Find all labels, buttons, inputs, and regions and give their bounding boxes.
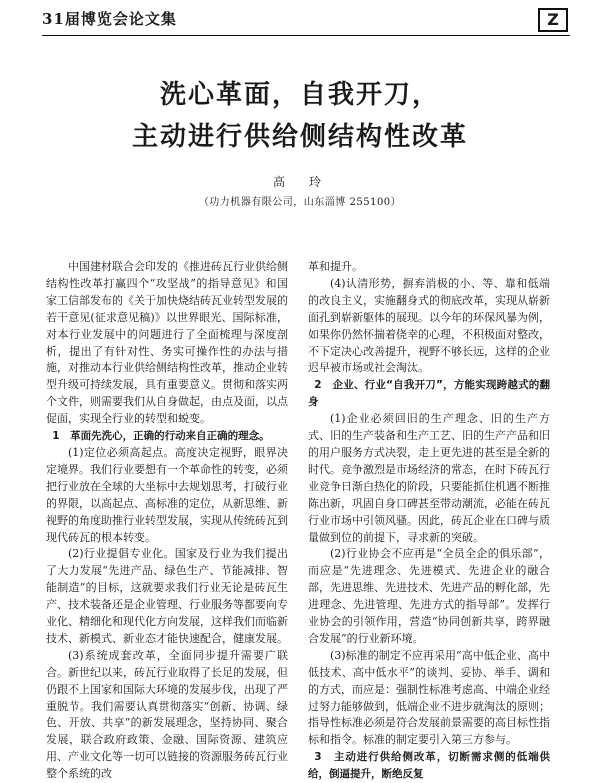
section-heading: 2 企业、行业“自我开刀”，方能实现跨越式的翻身 <box>308 379 550 409</box>
article-title-line-2: 主动进行供给侧结构性改革 <box>131 122 468 152</box>
left-text-column <box>46 259 288 783</box>
page-header <box>42 8 570 36</box>
body-paragraph: (1)定位必须高起点。高度决定视野，眼界决定境界。我们行业要想有一个革命性的转变，必须把行业放在全球的大坐标中去规划思考，打破行业的界限，以高起点、高标准的定位，从新思维、新视野的角度助推行业转型发展，实现从传统砖瓦到现代砖瓦的根本转变。 <box>46 445 288 544</box>
article-title-line-1: 洗心革面，自我开刀， <box>159 80 440 110</box>
body-paragraph: (1)企业必须回旧的生产理念、旧的生产方式、旧的生产装备和生产工艺、旧的生产产品和旧的用户服务方式决裂，走上更先进的甚至是全新的时代。竞争激烈是市场经济的常态，在时下砖瓦行业竞争日渐白热化的阶段，只要能抓住机遇不断推陈出新，巩固自身口碑甚至带动潮流，必能在砖瓦行业市场中引领风骚。因此，砖瓦企业在口碑与质量做到位的前提下，寻求新的突破。 <box>308 412 550 544</box>
series-title: 31届博览会论文集 <box>42 10 177 28</box>
body-paragraph: (2)行业协会不应再是“全员全企的俱乐部”，而应是“先进理念、先进模式、先进企业的融合部，先进思维、先进技术、先进产品的孵化部，先进理念、先进管理、先进方式的指导部”。发挥行业协会的引领作用，营造“协同创新共享，跨界融合发展”的行业新环境。 <box>308 547 550 645</box>
author-affiliation: （功力机器有限公司，山东淄博 255100） <box>198 197 402 208</box>
body-paragraph: (3)系统成套改革，全面同步提升需要广联合。新世纪以来，砖瓦行业取得了长足的发展，但仍跟不上国家和国际大环境的发展步伐，出现了严重脱节。我们需要认真贯彻落实“创新、协调、绿色、开放、共享”的新发展理念，坚持协同、聚合发展，联合政府政策、金融、国际资源、建筑应用、产业文化等一切可以链接的资源服务砖瓦行业整个系统的改 <box>46 648 288 781</box>
body-paragraph: (2)行业提倡专业化。国家及行业为我们提出了大力发展“先进产品、绿色生产、节能减排、智能制造”的目标，这就要求我们行业无论是砖瓦生产、技术装备还是企业管理、行业服务等都要向专业化、精细化和现代化方向发展，这样我们而临新技术、新模式、新业态才能快速配合，健康发展。 <box>46 547 288 645</box>
body-paragraph: 革和提升。 <box>308 260 363 273</box>
journal-logo: Z <box>538 8 568 32</box>
right-text-column <box>308 259 550 783</box>
section-heading: 1 革面先洗心，正确的行动来自正确的理念。 <box>52 430 270 443</box>
body-paragraph: 中国建材联合会印发的《推进砖瓦行业供给侧结构性改革打赢四个“攻坚战”的指导意见》和国家工信部发布的《关于加快烧结砖瓦业转型发展的若干意见(征求意见稿)》以世界眼光、国际标准，对本行业发展中的问题进行了全面梳理与深度剖析，提出了有针对性、务实可操作性的办法与措施，对推动本行业供给侧结构性改革，推动企业转型升级可持续发展，具有重要意义。贯彻和落实两个文件，则需要我们从自身做起，由点及面，以点促面，实现全行业的转型和蜕变。 <box>46 260 288 426</box>
section-heading: 3 主动进行供给侧改革，切断需求侧的低端供给，倒逼提升，断绝反复 <box>308 751 550 781</box>
author-name: 高 玲 <box>272 175 327 189</box>
body-paragraph: (3)标准的制定不应再采用“高中低企业、高中低技术、高中低水平”的谈判、妥协、举手、调和的方式，而应是：强制性标准考虑高、中端企业经过努力能够做到，低端企业不进步就淘汰的原则；指导性标准必须是符合发展前景需要的高目标性指标和指令。标准的制定要引入第三方参与。 <box>308 648 550 747</box>
body-paragraph: (4)认清形势，摒弃消极的小、等、靠和低端的改良主义，实施翻身式的彻底改革，实现从崭新面孔到崭新躯体的展现。以今年的环保风暴为例，如果你仍然怀揣着侥幸的心理，不积极面对整改，不下定决心改善提升，视野不够长远，这样的企业迟早被市场或社会淘汰。 <box>308 276 550 375</box>
